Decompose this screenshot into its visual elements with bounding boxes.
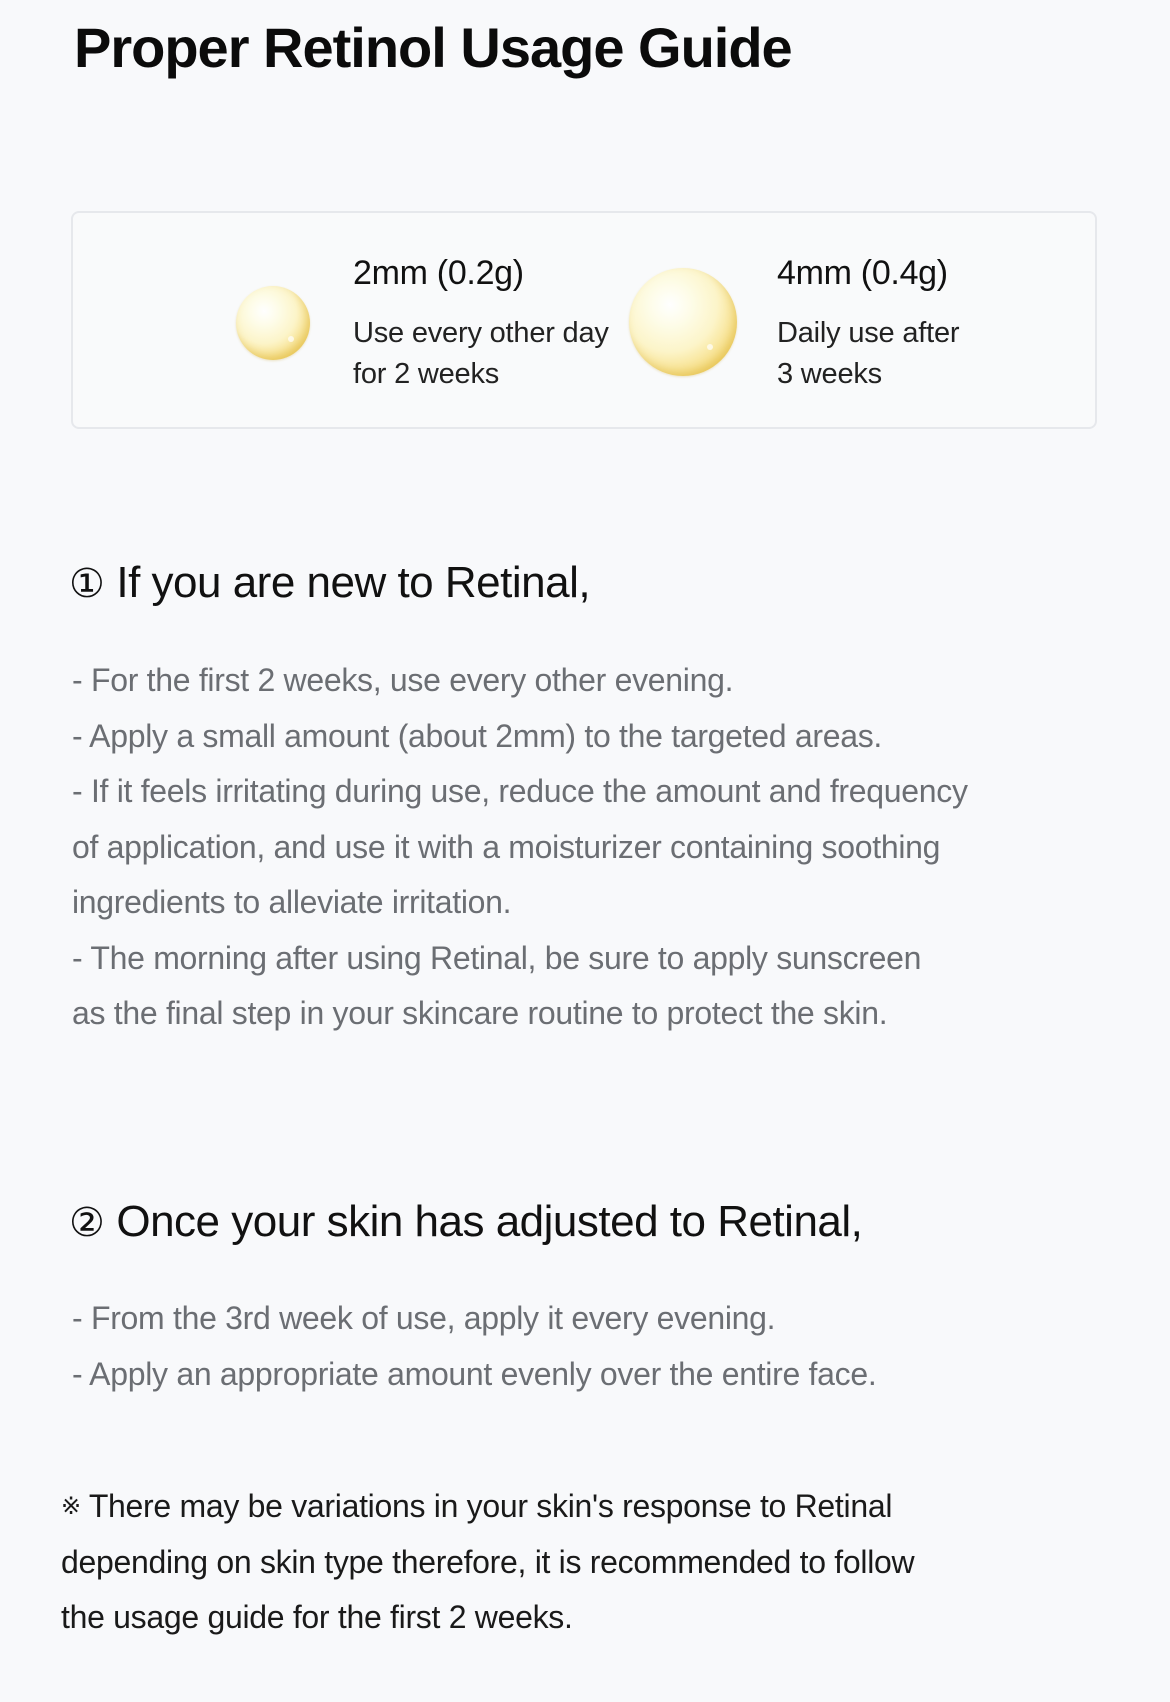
dose-small-desc-line: for 2 weeks (353, 358, 500, 390)
dosage-card (71, 211, 1097, 429)
section-adjusted-title: Once your skin has adjusted to Retinal, (116, 1197, 863, 1246)
instruction-line: as the final step in your skincare routine to protect the skin. (72, 995, 888, 1031)
instruction-line: - From the 3rd week of use, apply it every evening. (72, 1300, 776, 1336)
section-new-user-heading (69, 557, 590, 610)
dose-large (629, 213, 1089, 427)
instruction-line: of application, and use it with a moisturizer containing soothing (72, 828, 941, 865)
section-adjusted-heading (69, 1196, 862, 1249)
serum-drop-small-icon (236, 286, 310, 360)
page-title: Proper Retinol Usage Guide (74, 16, 792, 79)
instruction-line: - Apply an appropriate amount evenly over the entire face. (72, 1355, 877, 1392)
note-line: depending on skin type therefore, it is recommended to follow (61, 1543, 915, 1580)
instruction-line: - Apply a small amount (about 2mm) to the targeted areas. (72, 717, 882, 754)
reference-mark-icon: ※ (61, 1492, 81, 1520)
section-new-user-instructions (72, 653, 1132, 1042)
note-line: the usage guide for the first 2 weeks. (61, 1599, 573, 1635)
dose-small (143, 213, 623, 427)
instruction-line: ingredients to alleviate irritation. (72, 884, 512, 920)
dose-small-desc-line: Use every other day (353, 317, 609, 349)
step-1-number-icon: ① (69, 561, 105, 607)
instruction-line: - For the first 2 weeks, use every other evening. (72, 662, 734, 698)
instruction-line: - The morning after using Retinal, be sure to apply sunscreen (72, 939, 922, 976)
step-2-number-icon: ② (69, 1200, 105, 1246)
section-new-user-title: If you are new to Retinal, (116, 558, 591, 607)
note-text: There may be variations in your skin's response to Retinal (88, 1488, 893, 1524)
usage-note (61, 1479, 1141, 1646)
dose-small-description (353, 313, 609, 395)
dose-large-amount: 4mm (0.4g) (777, 254, 948, 292)
section-adjusted-instructions (72, 1291, 1132, 1402)
serum-drop-large-icon (629, 268, 737, 376)
dose-large-desc-line: Daily use after (777, 317, 960, 349)
note-line (61, 1479, 1141, 1535)
dose-large-description (777, 313, 959, 395)
instruction-line: - If it feels irritating during use, reduce the amount and frequency (72, 773, 968, 809)
dose-small-amount: 2mm (0.2g) (353, 254, 524, 292)
dose-large-desc-line: 3 weeks (777, 358, 882, 390)
